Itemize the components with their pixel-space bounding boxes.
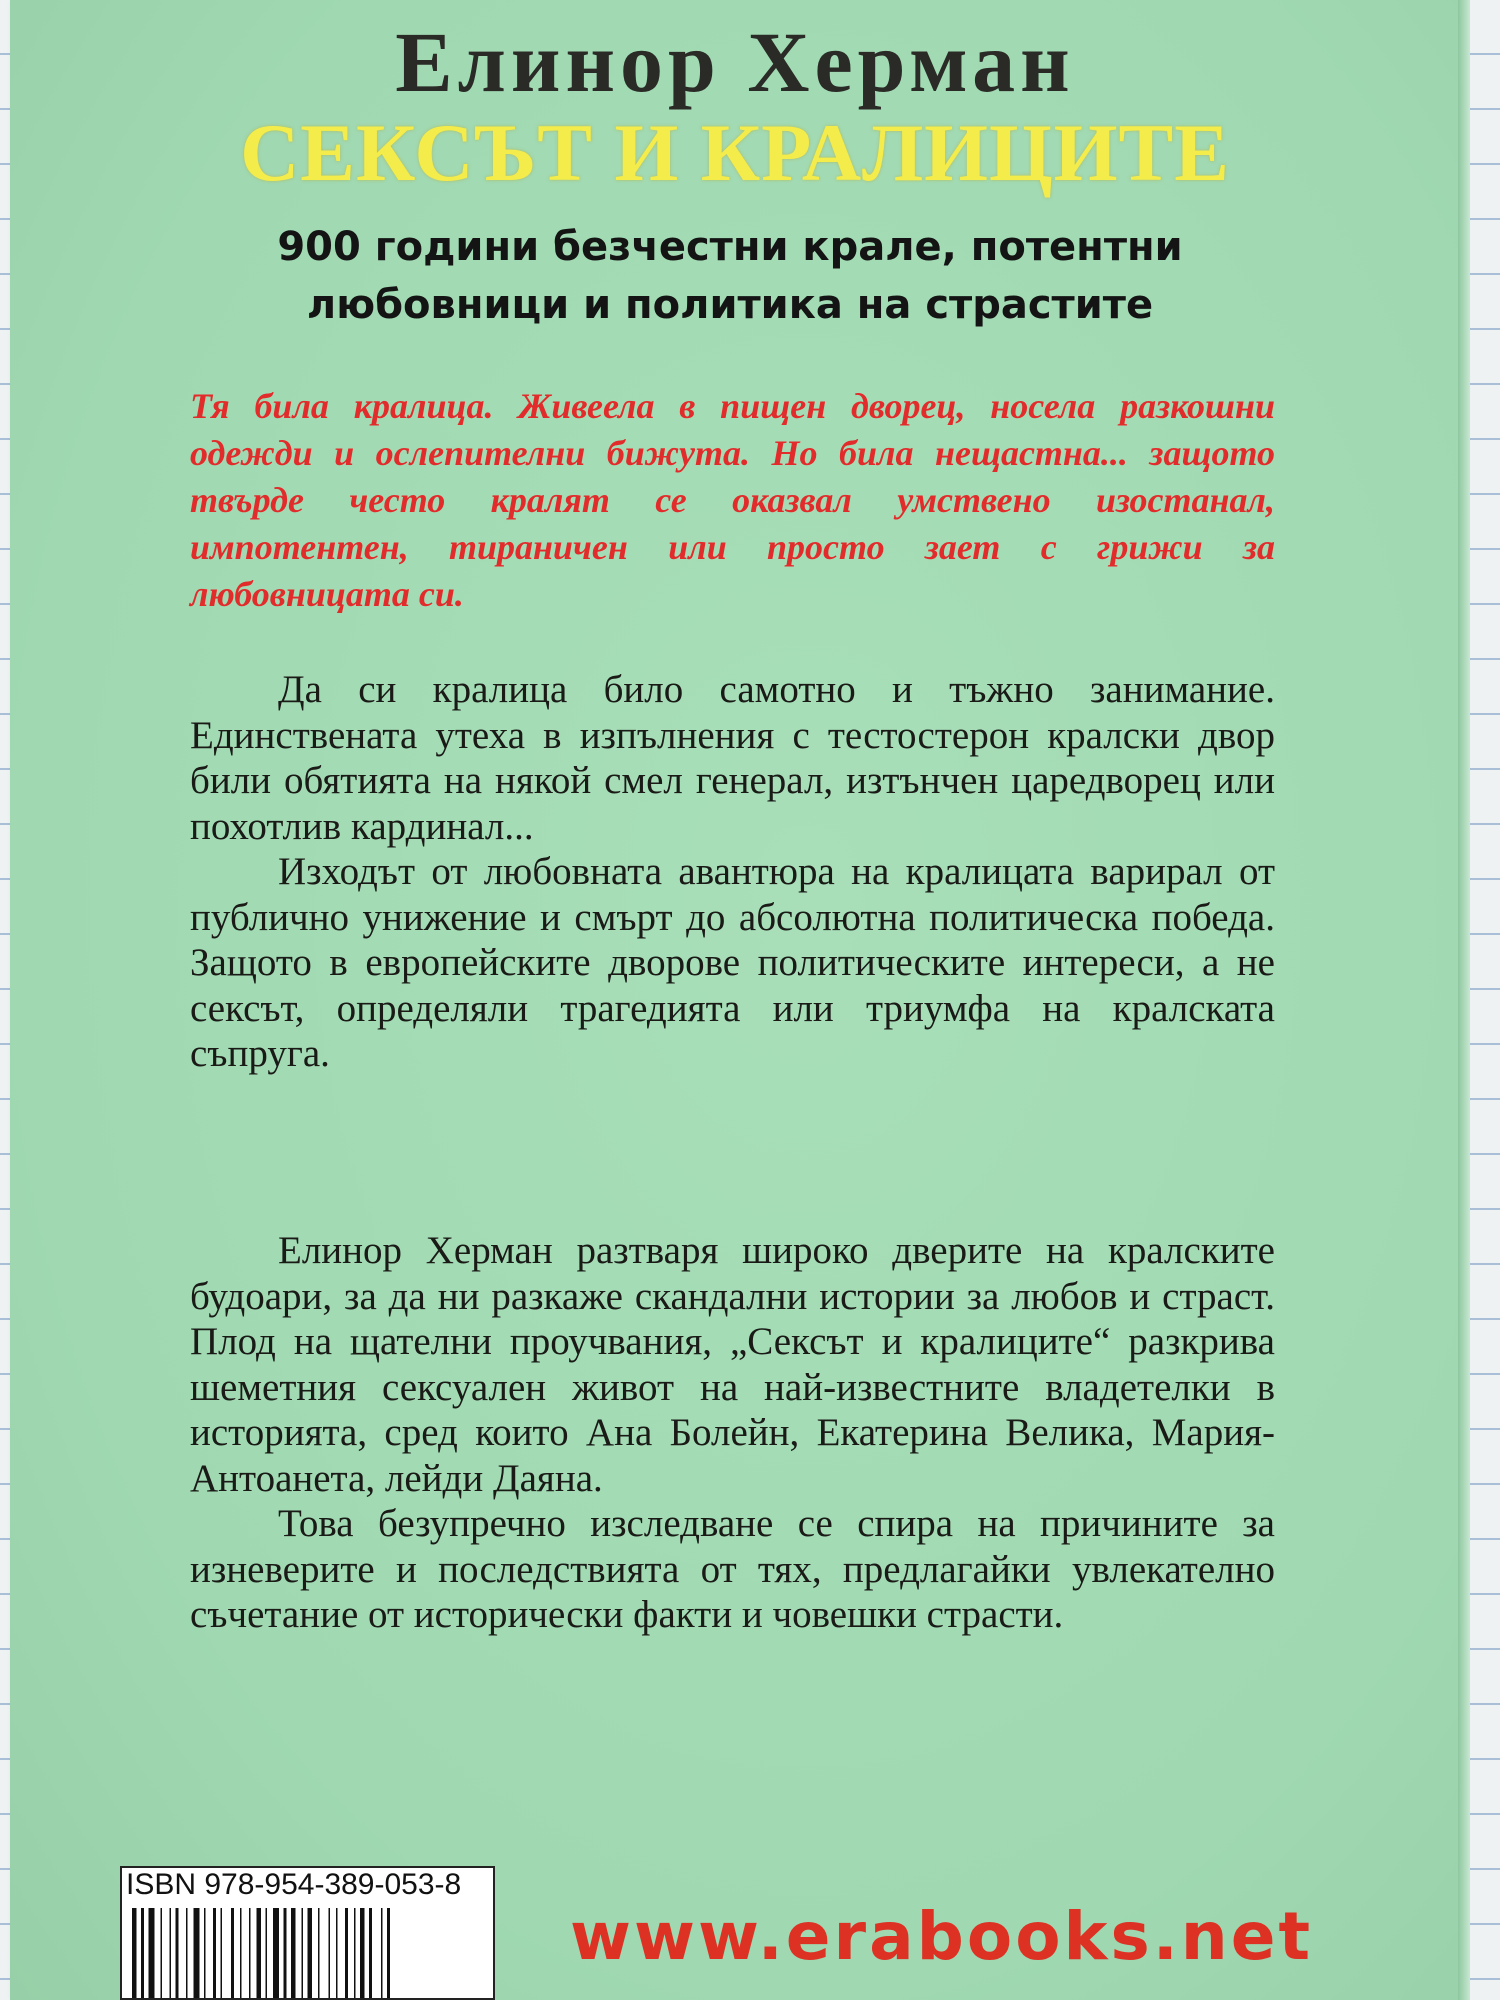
barcode-stripe — [221, 1908, 223, 2000]
barcode-stripe — [257, 1908, 262, 2000]
barcode-stripe — [204, 1908, 206, 2000]
barcode-stripe — [266, 1908, 268, 2000]
barcode-stripe — [360, 1908, 365, 2000]
barcode-stripe — [149, 1908, 155, 2000]
barcode-stripe — [302, 1908, 304, 2000]
description-paragraph: Да си кралица било самотно и тъжно занимание. Единствената утеха в изпълнения с тестостерон кралски двор били обятията на някой смел генерал, изтънчен царедворец или похотлив кардинал... — [190, 668, 1275, 848]
barcode-stripe — [387, 1908, 390, 2000]
barcode-stripe — [381, 1908, 383, 2000]
barcode-stripe — [161, 1908, 163, 2000]
book-subtitle — [190, 218, 1270, 334]
barcode-stripe — [354, 1908, 356, 2000]
barcode-stripe — [170, 1908, 172, 2000]
description-block-2 — [190, 1228, 1275, 1638]
barcode-stripe — [273, 1908, 279, 2000]
barcode-stripe — [249, 1908, 251, 2000]
book-title: СЕКСЪТ И КРАЛИЦИТЕ — [240, 107, 1230, 198]
barcode-stripe — [231, 1908, 234, 2000]
description-block-1 — [190, 667, 1275, 1077]
barcode-stripe — [141, 1908, 144, 2000]
barcode-stripe — [336, 1908, 338, 2000]
description-paragraph: Елинор Херман разтваря широко дверите на кралските будоари, за да ни разкаже скандални истории за любов и страст. Плод на щателни проучвания, „Сексът и кралиците“ разкрива шеметния сексуален живот на най-известните владетелки в историята, сред които Ана Болейн, Екатерина Велика, Мария-Антоанета, лейди Даяна. — [190, 1229, 1275, 1500]
barcode-stripe — [213, 1908, 216, 2000]
isbn-label: ISBN 978-954-389-053-8 — [126, 1868, 462, 1901]
barcode-bars — [128, 1908, 488, 2000]
barcode-stripe — [284, 1908, 287, 2000]
description-paragraph: Изходът от любовната авантюра на кралицата варирал от публично унижение и смърт до абсолютна политическа победа. Защото в европейските дворове политическите интереси, а не сексът, определяли трагедията или триумфа на кралската съпруга. — [190, 850, 1275, 1075]
barcode-stripe — [176, 1908, 179, 2000]
barcode-stripe — [345, 1908, 348, 2000]
barcode-stripe — [240, 1908, 242, 2000]
subtitle-line: 900 години безчестни крале, потентни — [277, 224, 1183, 270]
barcode-stripe — [318, 1908, 320, 2000]
barcode-stripe — [132, 1908, 137, 2000]
barcode-stripe — [308, 1908, 313, 2000]
teaser-paragraph: Тя била кралица. Живеела в пищен дворец, носела разкошни одежди и ослепителни бижута. Но била нещастна... защото твърде често кралят се оказвал умствено изостанал, импотентен, тираничен или просто зает с грижи за любовницата си. — [190, 386, 1275, 614]
book-back-cover — [10, 0, 1460, 2000]
barcode — [120, 1866, 495, 2000]
subtitle-line: любовници и политика на страстите — [306, 282, 1154, 328]
author-name: Елинор Херман — [395, 14, 1075, 110]
barcode-stripe — [186, 1908, 188, 2000]
barcode-stripe — [194, 1908, 200, 2000]
description-paragraph: Това безупречно изследване се спира на причините за изневерите и последствията от тях, предлагайки увлекателно съчетание от исторически факти и човешки страсти. — [190, 1502, 1275, 1636]
cover-edge — [1458, 0, 1470, 2000]
barcode-stripe — [329, 1908, 331, 2000]
barcode-stripe — [369, 1908, 372, 2000]
publisher-website: www.erabooks.net — [570, 1898, 1314, 1975]
barcode-stripe — [291, 1908, 296, 2000]
